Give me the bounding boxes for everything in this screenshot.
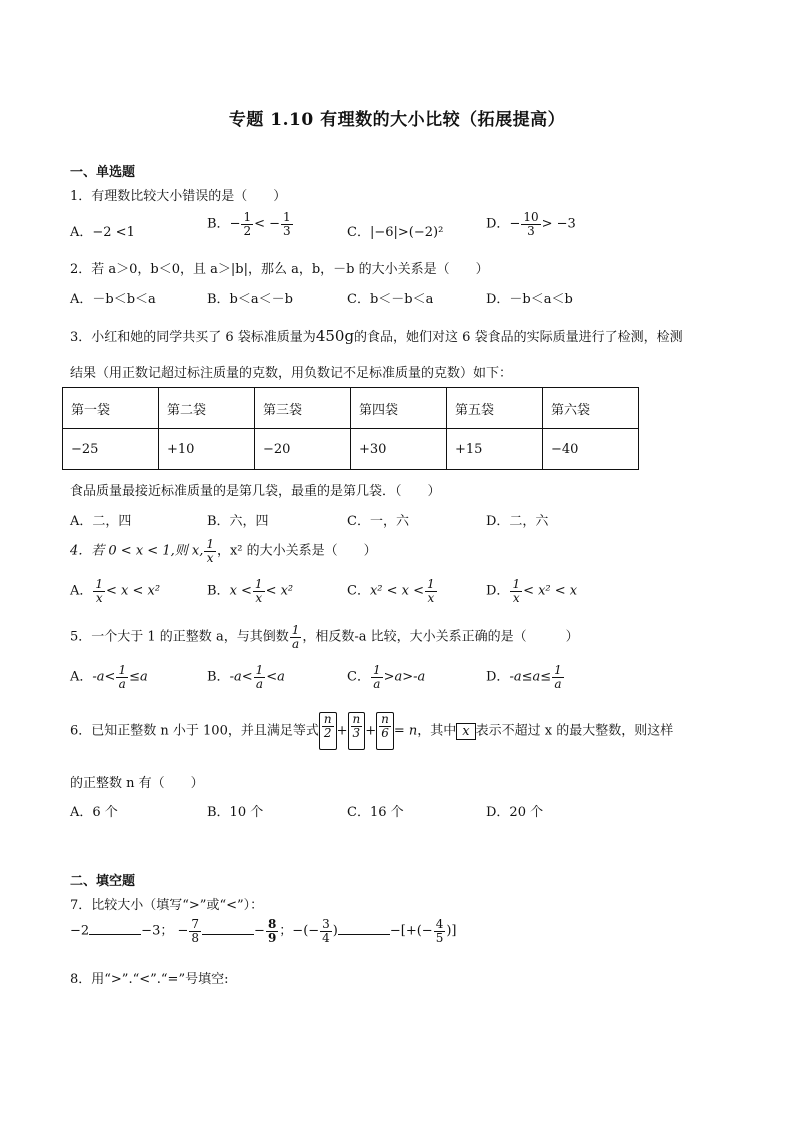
- stem-text: ，x² 的大小关系是（ ）: [216, 543, 377, 559]
- table-header-cell: 第四袋: [351, 388, 447, 429]
- question-3-option-a: A．二，四: [70, 514, 132, 529]
- equation-rhs: = n: [393, 723, 418, 739]
- table-header-cell: 第一袋: [63, 388, 159, 429]
- option-label: C．: [347, 225, 370, 240]
- numerator: 1: [291, 623, 300, 637]
- question-6-option-d: D．20 个: [486, 805, 544, 820]
- denominator: 8: [191, 930, 200, 945]
- floor-bracket: [348, 712, 366, 750]
- denominator: 3: [283, 223, 291, 238]
- option-label: A．: [70, 225, 93, 240]
- stem-text: 5．一个大于 1 的正整数 a，与其倒数: [70, 629, 289, 645]
- answer-blank[interactable]: [202, 934, 254, 935]
- question-4-option-a: [70, 578, 160, 604]
- fraction: [241, 211, 253, 237]
- bag-mass-table: [62, 387, 639, 470]
- denominator: a: [118, 676, 126, 691]
- comparison: > −3: [541, 216, 576, 232]
- option-c-expression: |−6|>(−2)²: [369, 225, 444, 240]
- denominator: 9: [267, 930, 277, 945]
- question-6-stem-line2: 的正整数 n 有（ ）: [70, 776, 204, 791]
- comparison: < −: [254, 216, 281, 232]
- fraction: [552, 664, 564, 690]
- option-label: D．: [486, 669, 510, 685]
- question-5-option-d: [486, 664, 565, 690]
- question-5-option-c: [347, 664, 425, 690]
- denominator: 2: [243, 223, 252, 238]
- table-cell: −25: [63, 429, 159, 470]
- option-label: A．: [70, 583, 93, 599]
- question-4-option-b: [207, 578, 293, 604]
- floor-bracket: [376, 712, 394, 750]
- question-5-option-a: [70, 664, 148, 690]
- table-header-cell: 第五袋: [447, 388, 543, 429]
- question-5-stem: [70, 624, 579, 650]
- comparison: <a: [266, 669, 285, 685]
- expression: −3；: [141, 923, 174, 939]
- numerator: 1: [512, 577, 521, 591]
- comparison: -a<: [229, 669, 253, 685]
- comparison: >a>-a: [383, 669, 426, 685]
- denominator: x: [95, 590, 103, 605]
- question-3-question: 食品质量最接近标准质量的是第几袋，最重的是第几袋．（ ）: [70, 484, 441, 499]
- question-1-option-c: [347, 221, 443, 240]
- numerator: 1: [255, 663, 264, 677]
- question-6-stem: [70, 712, 673, 750]
- option-label: A．: [70, 669, 93, 685]
- option-label: B．: [207, 216, 230, 232]
- comparison: ≤a: [129, 669, 148, 685]
- numerator: 1: [243, 210, 252, 224]
- option-label: C．: [347, 583, 370, 599]
- fraction: [371, 664, 383, 690]
- answer-blank[interactable]: [338, 934, 390, 935]
- table-cell: −20: [255, 429, 351, 470]
- numerator: 7: [191, 917, 200, 931]
- minus-sign: −: [254, 923, 265, 939]
- fraction: [189, 918, 201, 944]
- stem-text: 的食品，她们对这 6 袋食品的实际质量进行了检测，检测: [354, 330, 683, 345]
- question-1-stem: 1．有理数比较大小错误的是（ ）: [70, 189, 287, 204]
- question-2-option-a: A．－b＜b＜a: [70, 292, 156, 307]
- comparison: < x² < x: [523, 583, 578, 599]
- numerator: n: [323, 712, 332, 726]
- comparison: x <: [229, 583, 252, 599]
- numerator: 1: [427, 577, 435, 591]
- expression: −[+(−: [389, 923, 433, 939]
- question-2-stem: 2．若 a＞0，b＜0，且 a＞|b|，那么 a，b，－b 的大小关系是（ ）: [70, 262, 489, 277]
- question-3-option-c: C．一，六: [347, 514, 409, 529]
- question-3-option-d: D．二，六: [486, 514, 549, 529]
- numerator: 1: [554, 663, 562, 677]
- table-cell: +30: [351, 429, 447, 470]
- minus-sign: −: [177, 923, 189, 939]
- option-label: B．: [207, 669, 230, 685]
- question-4-stem: [70, 538, 377, 564]
- table-header-cell: 第三袋: [255, 388, 351, 429]
- fraction: [434, 918, 446, 944]
- section-heading-single-choice: 一、单选题: [70, 165, 136, 180]
- denominator: x: [512, 590, 520, 605]
- question-1-option-a: [70, 221, 135, 240]
- fraction: [379, 713, 391, 739]
- denominator: 2: [323, 725, 332, 740]
- denominator: 3: [352, 725, 361, 740]
- question-7-blanks: [70, 918, 457, 944]
- denominator: a: [373, 676, 381, 691]
- option-label: D．: [486, 583, 510, 599]
- question-3-stem-line2: 结果（用正数记超过标注质量的克数，用负数记不足标准质量的克数）如下：: [70, 366, 513, 381]
- plus-sign: +: [365, 723, 377, 739]
- question-2-option-d: D．－b＜a＜b: [486, 292, 573, 307]
- denominator: x: [206, 550, 214, 565]
- table-header-row: [63, 388, 639, 429]
- numerator: 1: [118, 663, 127, 677]
- section-heading-fill-blank: 二、填空题: [70, 874, 136, 889]
- numerator: 1: [283, 210, 291, 224]
- fraction: [204, 538, 216, 564]
- answer-blank[interactable]: [89, 934, 141, 935]
- denominator: 3: [527, 223, 535, 238]
- plus-sign: +: [336, 723, 348, 739]
- question-3-option-b: B．六，四: [207, 514, 269, 529]
- comparison: -a≤a≤: [509, 669, 552, 685]
- question-6-option-b: B．10 个: [207, 805, 264, 820]
- table-cell: +15: [447, 429, 543, 470]
- comparison: -a<: [92, 669, 116, 685]
- numerator: 10: [523, 210, 539, 224]
- numerator: 1: [95, 577, 104, 591]
- numerator: 1: [254, 577, 263, 591]
- fraction: [322, 713, 334, 739]
- option-label: C．: [347, 669, 370, 685]
- question-7-stem: 7．比较大小（填写“>”或“<”）：: [70, 898, 264, 913]
- question-1-option-b: [207, 211, 294, 237]
- numerator: n: [352, 712, 361, 726]
- fraction: [281, 211, 293, 237]
- fraction: [521, 211, 540, 237]
- comparison: < x < x²: [106, 583, 161, 599]
- option-label: D．: [486, 216, 510, 232]
- stem-text: ，相反数-a 比较，大小关系正确的是（ ）: [302, 629, 579, 645]
- comparison: < x²: [265, 583, 294, 599]
- question-3-stem: [70, 326, 683, 345]
- fraction: [93, 578, 105, 604]
- question-2-option-c: C．b＜－b＜a: [347, 292, 434, 307]
- stem-text: 3．小红和她的同学共买了 6 袋标准质量为: [70, 330, 316, 345]
- denominator: 6: [381, 725, 389, 740]
- table-cell: +10: [159, 429, 255, 470]
- expression: )]: [446, 923, 457, 939]
- fraction: [254, 664, 266, 690]
- numerator: 1: [372, 663, 381, 677]
- stem-text: 表示不超过 x 的最大整数，则这样: [475, 723, 674, 739]
- fraction: [320, 918, 332, 944]
- fraction: [253, 578, 265, 604]
- minus-sign: −: [509, 216, 521, 232]
- question-8-stem: 8．用“>”.“<”.“=”号填空:: [70, 972, 229, 987]
- question-5-option-b: [207, 664, 285, 690]
- numerator: 1: [206, 537, 214, 551]
- fraction: [290, 624, 302, 650]
- fraction: [116, 664, 128, 690]
- option-label: B．: [207, 583, 230, 599]
- table-header-cell: 第二袋: [159, 388, 255, 429]
- denominator: x: [427, 590, 435, 605]
- stem-text: ，其中: [417, 723, 457, 739]
- stem-text: 4．若 0 < x < 1,则 x,: [70, 543, 204, 559]
- question-6-option-c: C．16 个: [347, 805, 404, 820]
- page-title: 专题 1.10 有理数的大小比较（拓展提高）: [228, 110, 566, 130]
- question-1-option-d: [486, 211, 576, 237]
- expression: ): [332, 923, 338, 939]
- denominator: 5: [435, 930, 444, 945]
- minus-sign: −: [229, 216, 241, 232]
- floor-bracket-x: x: [456, 723, 475, 740]
- table-row: [63, 429, 639, 470]
- expression: ；−(−: [279, 923, 320, 939]
- fraction: [266, 918, 278, 944]
- question-2-option-b: B．b＜a＜－b: [207, 292, 293, 307]
- fraction: [425, 578, 437, 604]
- numerator: n: [381, 712, 389, 726]
- stem-text: 6．已知正整数 n 小于 100，并且满足等式: [70, 723, 319, 739]
- denominator: x: [255, 590, 263, 605]
- standard-mass: 450g: [315, 327, 355, 345]
- fraction: [510, 578, 522, 604]
- expression: −2: [70, 923, 90, 939]
- denominator: 4: [322, 930, 330, 945]
- denominator: a: [291, 636, 300, 651]
- numerator: 3: [322, 917, 330, 931]
- denominator: a: [554, 676, 562, 691]
- fraction: [351, 713, 363, 739]
- question-4-option-c: [347, 578, 438, 604]
- table-cell: −40: [543, 429, 639, 470]
- numerator: 4: [435, 917, 444, 931]
- comparison: x² < x <: [369, 583, 425, 599]
- numerator: 8: [267, 917, 277, 931]
- option-a-expression: −2 <1: [92, 225, 135, 240]
- denominator: a: [255, 676, 263, 691]
- question-6-option-a: A．6 个: [70, 805, 118, 820]
- table-header-cell: 第六袋: [543, 388, 639, 429]
- question-4-option-d: [486, 578, 577, 604]
- floor-bracket: [319, 712, 337, 750]
